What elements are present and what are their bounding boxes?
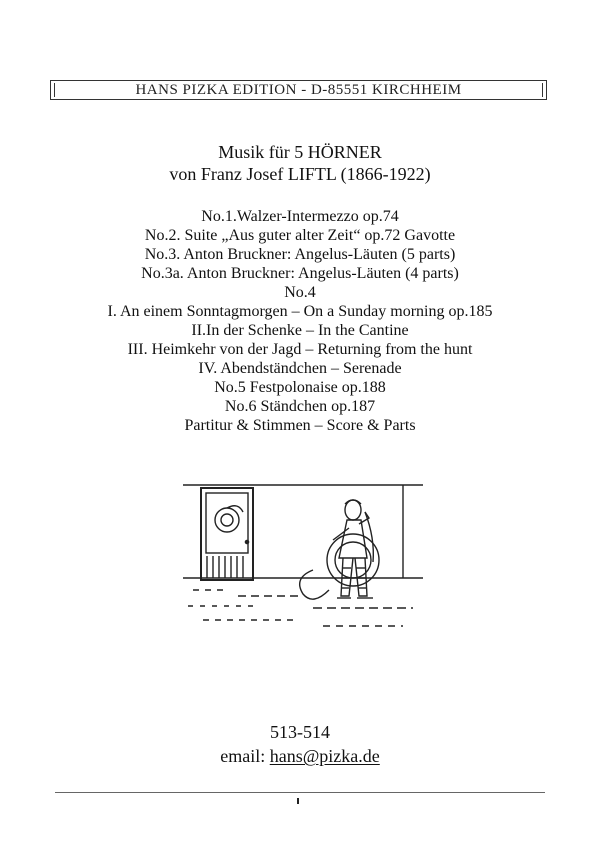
footer-divider <box>55 792 545 793</box>
page-mark <box>297 798 299 804</box>
catalog-number: 513-514 <box>270 722 330 742</box>
contents-item: No.1.Walzer-Intermezzo op.74 <box>201 208 399 225</box>
contents-item: II.In der Schenke – In the Cantine <box>191 322 409 339</box>
contents-item: No.6 Ständchen op.187 <box>224 398 376 415</box>
contents-item: No.3a. Anton Bruckner: Angelus-Läuten (4 parts) <box>141 265 459 282</box>
email-line <box>0 746 600 767</box>
title-line-1: Musik für 5 HÖRNER <box>218 142 382 162</box>
contents-item: No.4 <box>284 284 316 301</box>
contents-item: III. Heimkehr von der Jagd – Returning from the hunt <box>127 341 473 358</box>
horn-player-cartoon-icon <box>183 478 423 640</box>
publisher-text: HANS PIZKA EDITION - D-85551 KIRCHHEIM <box>135 81 462 98</box>
contents-item: I. An einem Sonntagmorgen – On a Sunday morning op.185 <box>107 303 493 320</box>
email-link[interactable]: hans@pizka.de <box>269 746 380 766</box>
contents-item: IV. Abendständchen – Serenade <box>198 360 402 377</box>
title-line-2: von Franz Josef LIFTL (1866-1922) <box>169 164 431 184</box>
contents-item: No.2. Suite „Aus guter alter Zeit“ op.72 Gavotte <box>144 227 456 244</box>
contents-item: No.3. Anton Bruckner: Angelus-Läuten (5 parts) <box>144 246 456 263</box>
email-label: email: <box>220 746 266 766</box>
publisher-header <box>50 80 547 100</box>
contents-item: No.5 Festpolonaise op.188 <box>214 379 386 396</box>
contents-item: Partitur & Stimmen – Score & Parts <box>184 417 416 434</box>
contents-list <box>0 207 600 435</box>
